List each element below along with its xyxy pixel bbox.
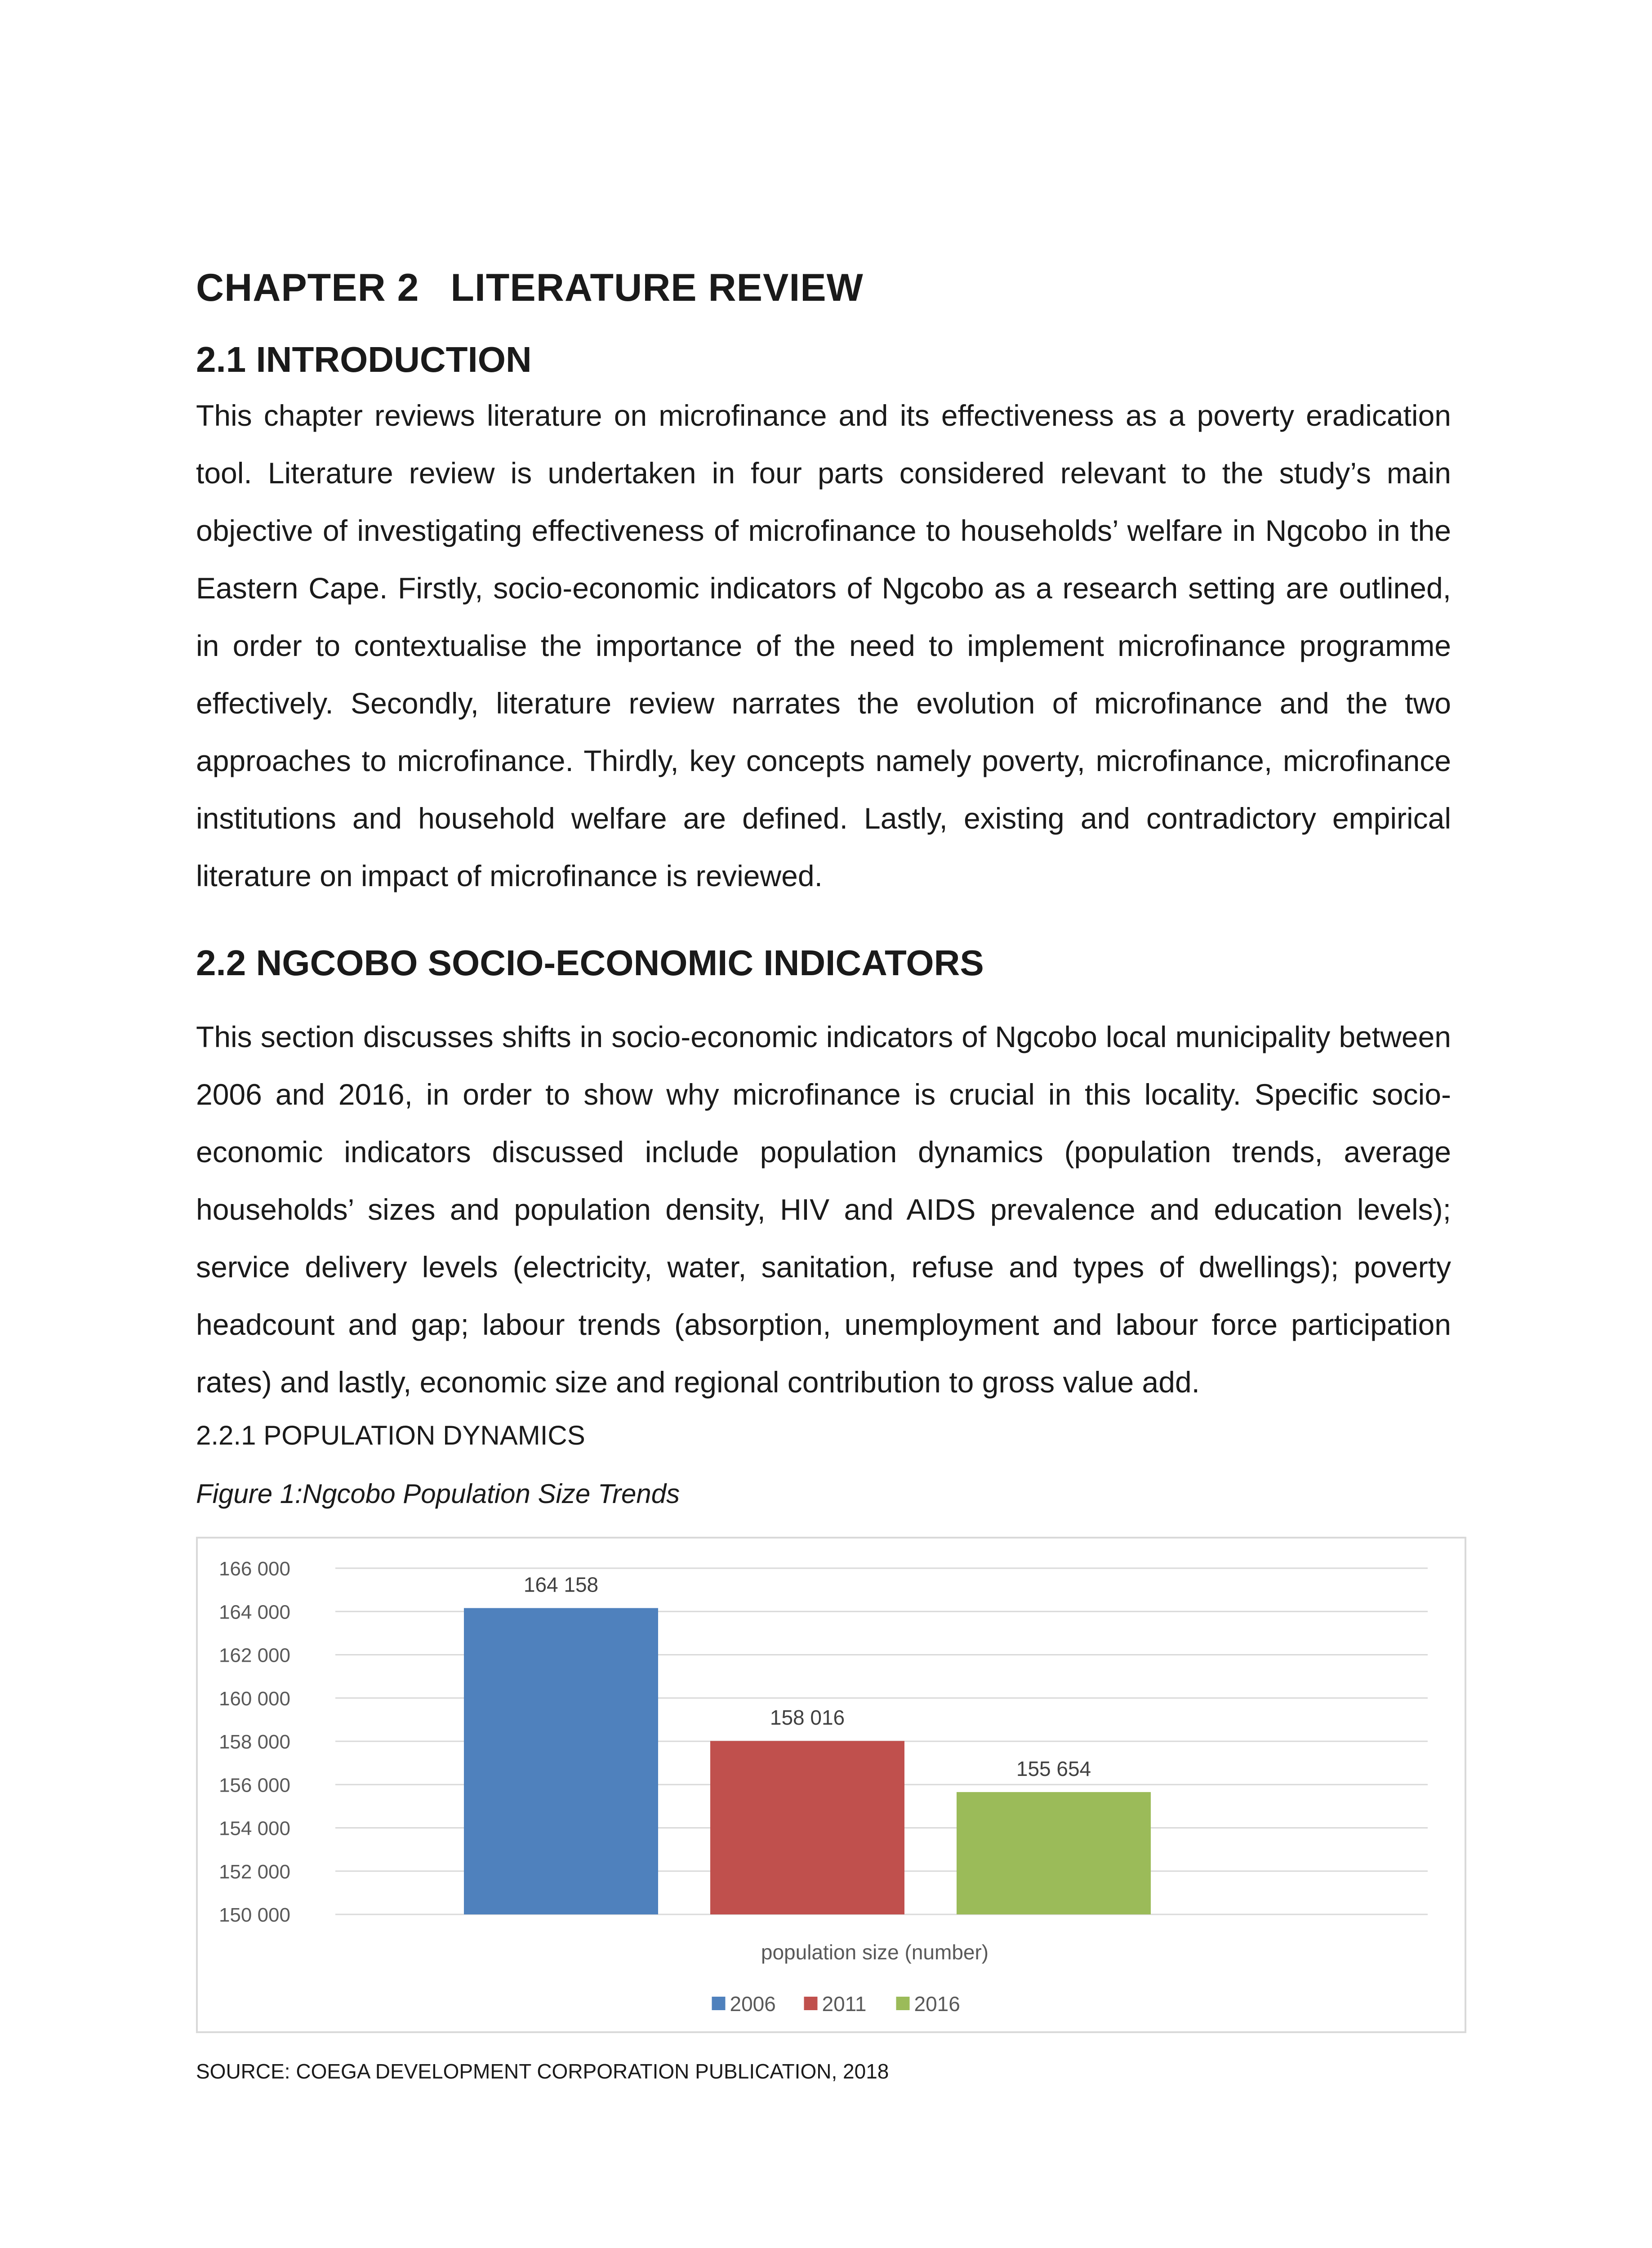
y-tick-label: 164 000	[218, 1601, 290, 1624]
population-chart	[196, 1537, 1466, 2033]
figure-caption: Figure 1:Ngcobo Population Size Trends	[196, 1479, 680, 1509]
page-content	[196, 261, 1451, 2092]
data-label: 155 654	[1016, 1757, 1091, 1780]
x-axis-label: population size (number)	[761, 1940, 989, 1964]
section-heading-introduction: 2.1 INTRODUCTION	[196, 339, 532, 379]
socio-economic-paragraph: This section discusses shifts in socio-economic indicators of Ngcobo local municipality between 2006 and 2016, in order to show why microfinance is crucial in this locality. Specific socio-economic indicators discussed include population dynamics (population trends, average households’ sizes and population density, HIV and AIDS prevalence and education levels); service delivery levels (electricity, water, sanitation, refuse and types of dwellings); poverty headcount and gap; labour trends (absorption, unemployment and labour force participation rates) and lastly, economic size and regional contribution to gross value add.	[196, 1020, 1451, 1399]
figure-source: SOURCE: COEGA DEVELOPMENT CORPORATION PUBLICATION, 2018	[196, 2060, 889, 2083]
legend-label: 2016	[914, 1992, 960, 2016]
subsection-heading-population: 2.2.1 POPULATION DYNAMICS	[196, 1420, 585, 1450]
data-label: 158 016	[770, 1706, 845, 1730]
chapter-number: CHAPTER 2	[196, 266, 419, 309]
chapter-title	[196, 261, 1451, 315]
y-tick-label: 166 000	[218, 1558, 290, 1580]
y-tick-label: 152 000	[218, 1860, 290, 1883]
y-tick-label: 160 000	[218, 1687, 290, 1710]
introduction-paragraph: This chapter reviews literature on microfinance and its effectiveness as a poverty eradication tool. Literature review is undertaken in four parts considered relevant to the study’s main objective of investigating effectiveness of microfinance to households’ welfare in Ngcobo in the Eastern Cape. Firstly, socio-economic indicators of Ngcobo as a research setting are outlined, in order to contextualise the importance of the need to implement microfinance programme effectively. Secondly, literature review narrates the evolution of microfinance and the two approaches to microfinance. Thirdly, key concepts namely poverty, microfinance, microfinance institutions and household welfare are defined. Lastly, existing and contradictory empirical literature on impact of microfinance is reviewed.	[196, 399, 1451, 892]
data-label: 164 158	[523, 1573, 599, 1597]
bar-2006	[464, 1608, 658, 1914]
y-tick-label: 156 000	[218, 1774, 290, 1797]
y-tick-label: 154 000	[218, 1817, 290, 1840]
section-heading-socio-economic: 2.2 NGCOBO SOCIO-ECONOMIC INDICATORS	[196, 943, 984, 983]
y-tick-label: 158 000	[218, 1731, 290, 1753]
chapter-name: LITERATURE REVIEW	[450, 266, 864, 309]
legend-swatch	[896, 1997, 910, 2010]
legend-label: 2011	[822, 1992, 867, 2016]
legend-swatch	[804, 1997, 818, 2010]
chart-svg	[198, 1539, 1465, 2031]
legend-swatch	[712, 1997, 726, 2010]
y-tick-label: 162 000	[218, 1644, 290, 1667]
bar-2016	[957, 1792, 1151, 1914]
bar-2011	[710, 1741, 904, 1914]
y-tick-label: 150 000	[218, 1904, 290, 1926]
legend-label: 2006	[730, 1992, 776, 2016]
